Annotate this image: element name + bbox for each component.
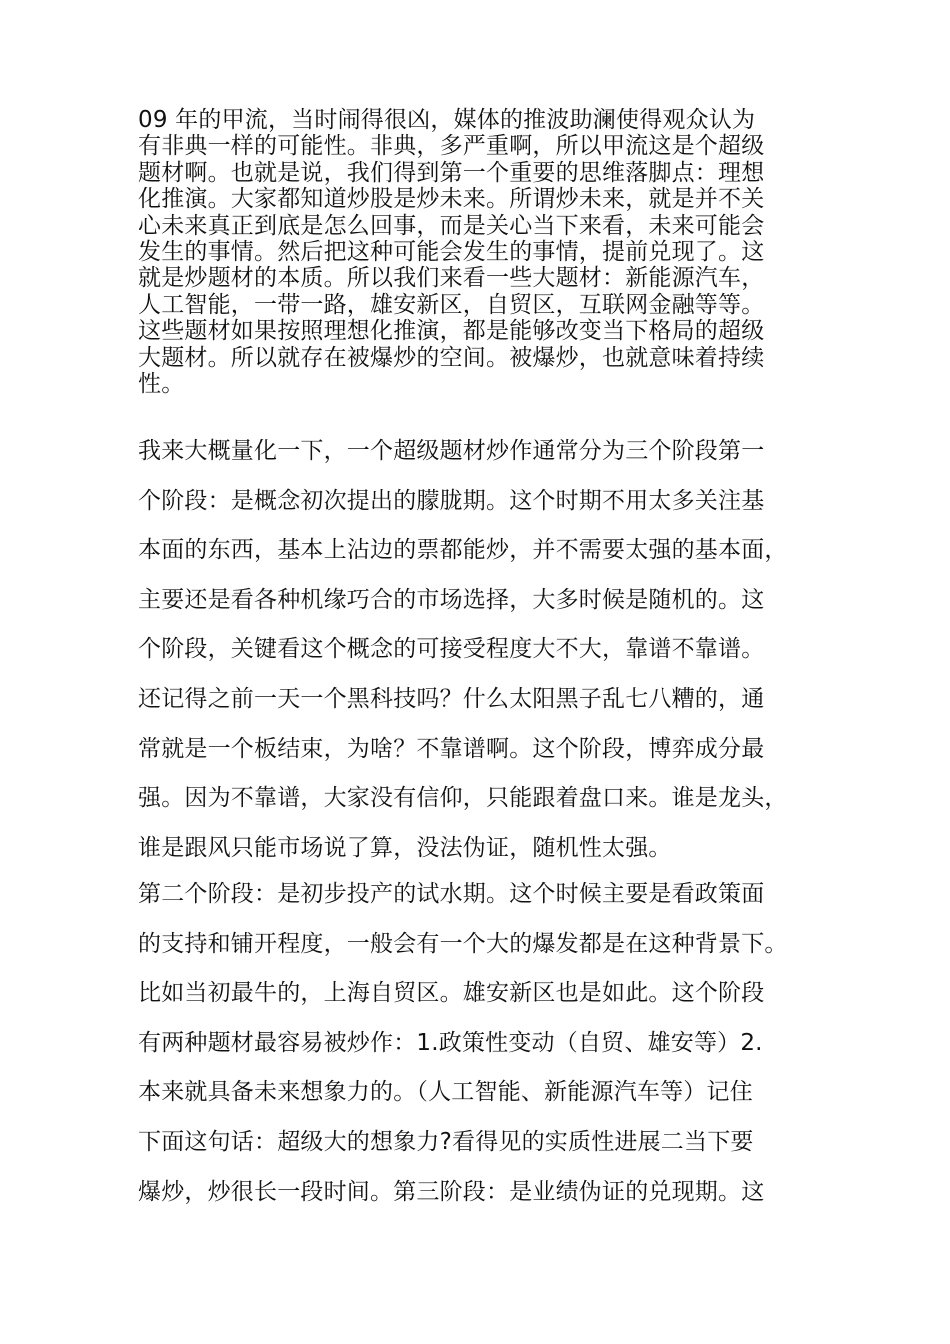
text-line: 个阶段：是概念初次提出的朦胧期。这个时期不用太多关注基 [138,487,765,514]
text-line: 题材啊。也就是说，我们得到第一个重要的思维落脚点：理想 [138,159,765,186]
text-line: 第二个阶段：是初步投产的试水期。这个时候主要是看政策面 [138,881,765,907]
paragraph-stage-one [138,427,828,873]
text-line: 这些题材如果按照理想化推演，都是能够改变当下格局的超级 [138,318,765,345]
text-line: 比如当初最牛的，上海自贸区。雄安新区也是如此。这个阶段 [138,980,765,1007]
text-line: 谁是跟风只能市场说了算，没法伪证，随机性太强。 [138,834,672,861]
text-line: 发生的事情。然后把这种可能会发生的事情，提前兑现了。这 [138,239,765,266]
paragraph-flu-theme [138,107,828,397]
text-line: 化推演。大家都知道炒股是炒未来。所谓炒未来，就是并不关 [138,186,765,213]
text-line: 爆炒，炒很长一段时间。第三阶段：是业绩伪证的兑现期。这 [138,1178,765,1205]
paragraph-stage-two [138,870,828,1217]
text-line: 我来大概量化一下，一个超级题材炒作通常分为三个阶段第一 [138,438,765,464]
text-line: 大题材。所以就存在被爆炒的空间。被爆炒，也就意味着持续 [138,344,765,371]
text-line: 强。因为不靠谱，大家没有信仰，只能跟着盘口来。谁是龙头， [138,785,788,812]
text-line: 主要还是看各种机缘巧合的市场选择，大多时候是随机的。这 [138,586,765,613]
text-line: 本来就具备未来想象力的。（人工智能、新能源汽车等）记住 [138,1079,753,1106]
text-line: 本面的东西，基本上沾边的票都能炒，并不需要太强的基本面， [138,537,788,564]
text-line: 就是炒题材的本质。所以我们来看一些大题材：新能源汽车， [138,265,765,292]
text-line: 有两种题材最容易被炒作：1.政策性变动（自贸、雄安等）2. [138,1029,763,1056]
text-line: 性。 [138,371,185,398]
text-line: 还记得之前一天一个黑科技吗？什么太阳黑子乱七八糟的，通 [138,685,765,712]
text-line: 心未来真正到底是怎么回事，而是关心当下来看，未来可能会 [138,212,765,239]
text-line: 下面这句话：超级大的想象力?看得见的实质性进展二当下要 [138,1128,754,1155]
text-line: 个阶段，关键看这个概念的可接受程度大不大，靠谱不靠谱。 [138,636,765,663]
text-line: 常就是一个板结束，为啥？不靠谱啊。这个阶段，博弈成分最 [138,735,765,762]
text-line: 有非典一样的可能性。非典，多严重啊，所以甲流这是个超级 [138,133,765,160]
text-line: 09 年的甲流，当时闹得很凶，媒体的推波助澜使得观众认为 [138,107,756,133]
text-line: 人工智能，一带一路，雄安新区，自贸区，互联网金融等等。 [138,291,765,318]
text-line: 的支持和铺开程度，一般会有一个大的爆发都是在这种背景下。 [138,930,788,957]
